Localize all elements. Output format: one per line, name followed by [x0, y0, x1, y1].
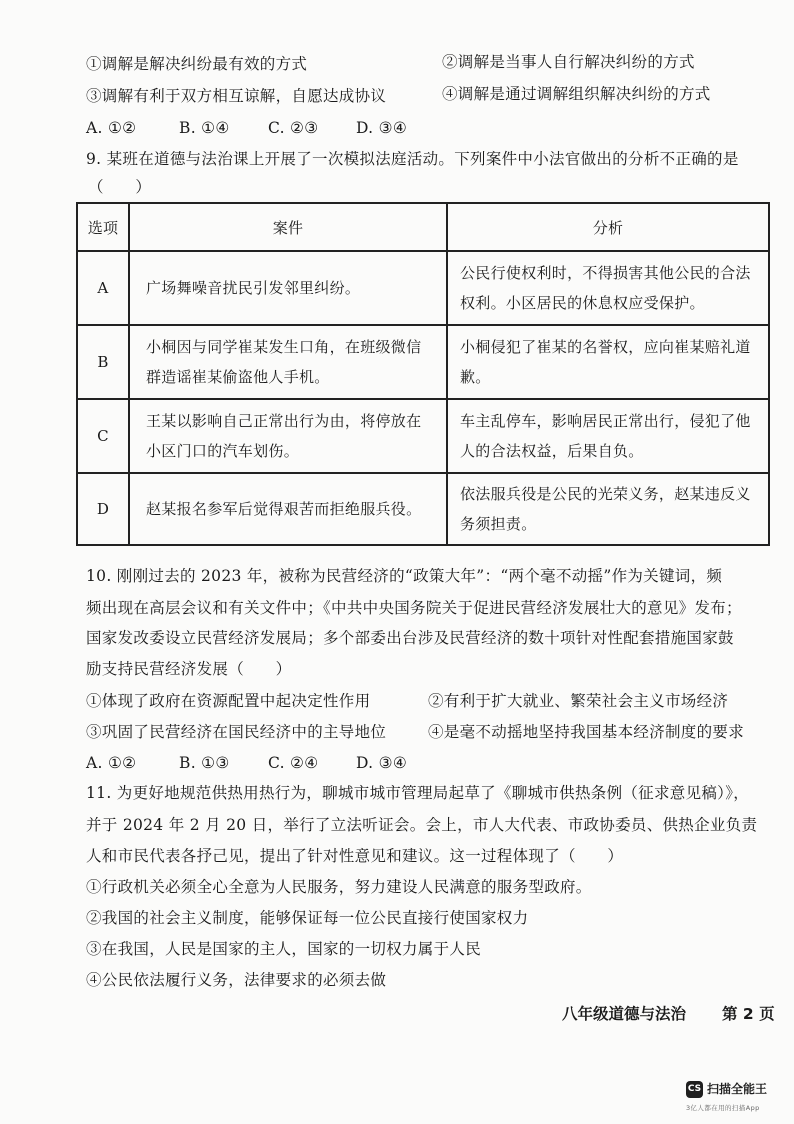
table-row: [77, 251, 769, 325]
q10-choice-a: A. ①②: [86, 754, 137, 772]
q8-choice-a: A. ①②: [86, 119, 137, 137]
footer-page-number: 第 2 页: [722, 1005, 775, 1023]
q8-option-1: ①调解是解决纠纷最有效的方式: [86, 55, 308, 73]
q10-stem-line: 频出现在高层会议和有关文件中；《中共中央国务院关于促进民营经济发展壮大的意见》发布；: [86, 599, 742, 617]
q9-answer-paren: （ ）: [88, 178, 152, 196]
row-case: [129, 399, 447, 473]
camscanner-logo-icon: CS: [686, 1081, 703, 1098]
case-line: 赵某报名参军后觉得艰苦而拒绝服兵役。: [146, 500, 422, 518]
row-case: [129, 325, 447, 399]
q11-option: ①行政机关必须全心全意为人民服务，努力建设人民满意的服务型政府。: [86, 878, 592, 896]
row-option: B: [77, 325, 129, 399]
q11-option: ③在我国，人民是国家的主人，国家的一切权力属于人民: [86, 940, 482, 958]
q10-stem-line: 10. 刚刚过去的 2023 年，被称为民营经济的“政策大年”：“两个毫不动摇”作为关键词，频: [86, 567, 723, 585]
case-line: 小桐因与同学崔某发生口角，在班级微信: [146, 338, 422, 356]
analysis-line: 歉。: [460, 368, 491, 386]
table-header-analysis: 分析: [447, 203, 769, 251]
q10-choice-c: C. ②④: [268, 754, 319, 772]
analysis-line: 小桐侵犯了崔某的名誉权，应向崔某赔礼道: [460, 338, 751, 356]
footer-subject: 八年级道德与法治: [562, 1005, 687, 1023]
table-row: [77, 325, 769, 399]
analysis-line: 权利。小区居民的休息权应受保护。: [460, 294, 705, 312]
q10-choices: [86, 752, 407, 774]
q8-option-3: ③调解有利于双方相互谅解，自愿达成协议: [86, 87, 387, 105]
q10-option-2: ②有利于扩大就业、繁荣社会主义市场经济: [428, 692, 729, 710]
table-row: [77, 473, 769, 545]
analysis-line: 人的合法权益，后果自负。: [460, 442, 644, 460]
q11-stem-line: 11. 为更好地规范供热用热行为，聊城市城市管理局起草了《聊城市供热条例（征求意见稿）》，: [86, 784, 750, 802]
row-analysis: [447, 251, 769, 325]
watermark-subtitle: 3亿人都在用的扫描App: [686, 1104, 760, 1112]
q10-choice-b: B. ①③: [179, 754, 230, 772]
row-case: [129, 473, 447, 545]
q11-option: ②我国的社会主义制度，能够保证每一位公民直接行使国家权力: [86, 909, 529, 927]
q11-option: ④公民依法履行义务，法律要求的必须去做: [86, 971, 387, 989]
q11-stem-line: 人和市民代表各抒己见，提出了针对性意见和建议。这一过程体现了（ ）: [86, 847, 624, 865]
row-option: A: [77, 251, 129, 325]
row-analysis: [447, 473, 769, 545]
q9-table: [76, 202, 770, 546]
case-line: 小区门口的汽车划伤。: [146, 442, 300, 460]
row-option: C: [77, 399, 129, 473]
watermark-name: 扫描全能王: [707, 1082, 768, 1096]
case-line: 王某以影响自己正常出行为由，将停放在: [146, 412, 422, 430]
table-header-option: 选项: [77, 203, 129, 251]
q10-option-3: ③巩固了民营经济在国民经济中的主导地位: [86, 723, 387, 741]
q11-stem-line: 并于 2024 年 2 月 20 日，举行了立法听证会。会上，市人大代表、市政协委员、供热企业负责: [86, 816, 758, 834]
row-analysis: [447, 399, 769, 473]
q8-choices: [86, 117, 407, 139]
q10-option-4: ④是毫不动摇地坚持我国基本经济制度的要求: [428, 723, 745, 741]
q10-stem-line: 励支持民营经济发展（ ）: [86, 660, 292, 678]
table-header-case: 案件: [129, 203, 447, 251]
analysis-line: 公民行使权利时，不得损害其他公民的合法: [460, 264, 751, 282]
analysis-line: 依法服兵役是公民的光荣义务，赵某违反义: [460, 485, 751, 503]
q8-choice-d: D. ③④: [356, 119, 408, 137]
q10-choice-d: D. ③④: [356, 754, 408, 772]
scanner-watermark: [686, 1081, 786, 1117]
row-case: [129, 251, 447, 325]
analysis-line: 车主乱停车，影响居民正常出行，侵犯了他: [460, 412, 751, 430]
q8-choice-b: B. ①④: [179, 119, 230, 137]
row-analysis: [447, 325, 769, 399]
case-line: 广场舞噪音扰民引发邻里纠纷。: [146, 279, 361, 297]
q8-choice-c: C. ②③: [268, 119, 319, 137]
q10-stem-line: 国家发改委设立民营经济发展局；多个部委出台涉及民营经济的数十项针对性配套措施国家鼓: [86, 629, 734, 647]
q8-option-4: ④调解是通过调解组织解决纠纷的方式: [442, 85, 711, 103]
case-line: 群造谣崔某偷盗他人手机。: [146, 368, 330, 386]
q8-option-2: ②调解是当事人自行解决纠纷的方式: [442, 53, 695, 71]
analysis-line: 务须担责。: [460, 515, 537, 533]
table-row: [77, 399, 769, 473]
row-option: D: [77, 473, 129, 545]
table-header-row: [77, 203, 769, 251]
q10-option-1: ①体现了政府在资源配置中起决定性作用: [86, 692, 371, 710]
q9-stem: 9. 某班在道德与法治课上开展了一次模拟法庭活动。下列案件中小法官做出的分析不正确的是: [86, 150, 739, 168]
